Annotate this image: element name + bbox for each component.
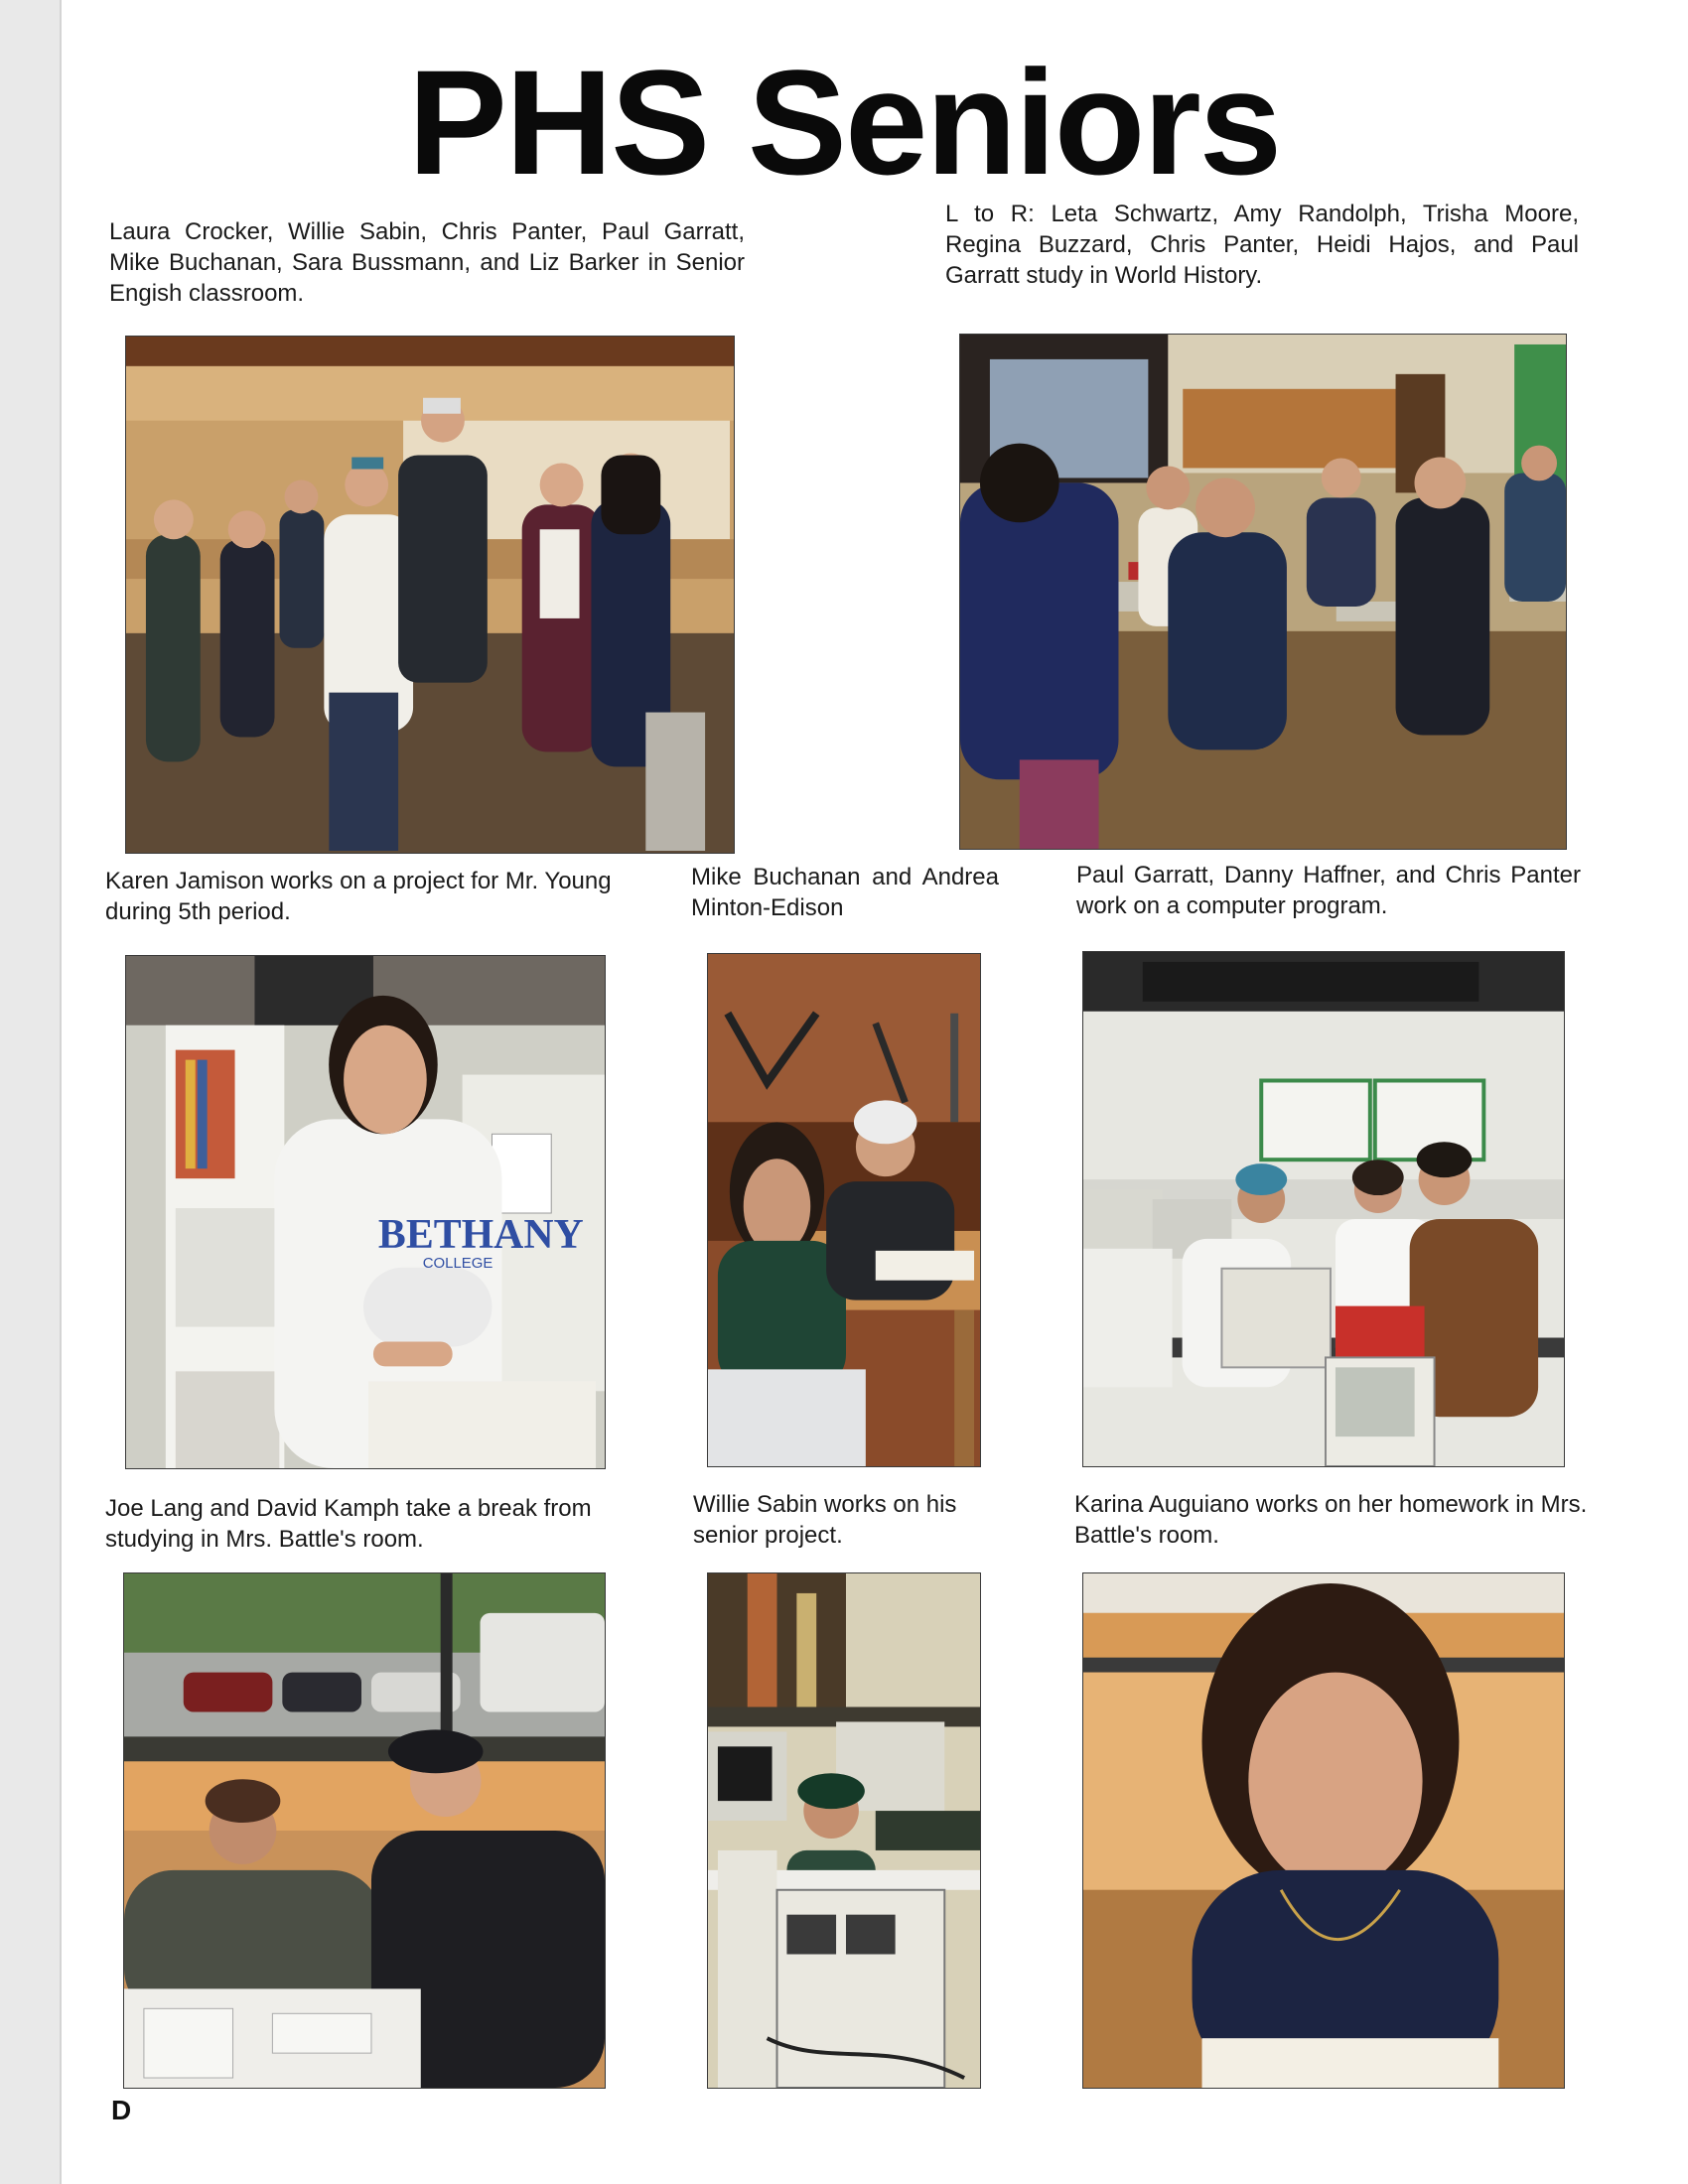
sweatshirt-sub: COLLEGE bbox=[422, 1254, 493, 1272]
photo-world-history bbox=[959, 334, 1567, 850]
sweatshirt-logo: BETHANY bbox=[377, 1211, 584, 1258]
caption-english-class: Laura Crocker, Willie Sabin, Chris Panter, Paul Garratt, Mike Buchanan, Sara Bussmann, and Liz Barker in Senior Engish classroom. bbox=[109, 218, 745, 307]
caption-willie-sabin: Willie Sabin works on his senior project. bbox=[693, 1491, 957, 1549]
photo-karen-jamison bbox=[125, 955, 606, 1469]
photo-mike-andrea bbox=[707, 953, 981, 1467]
caption-karina-auguiano: Karina Auguiano works on her homework in Mrs. Battle's room. bbox=[1074, 1491, 1588, 1549]
photo-joe-david bbox=[123, 1572, 606, 2089]
photo-willie-sabin bbox=[707, 1572, 981, 2089]
photo-english-classroom bbox=[125, 336, 735, 854]
page-binding-line bbox=[60, 0, 62, 2184]
page-title: PHS Seniors bbox=[407, 39, 1281, 205]
caption-mike-andrea: Mike Buchanan and Andrea Minton-Edison bbox=[691, 864, 999, 921]
page-letter: D bbox=[111, 2095, 132, 2125]
caption-joe-david: Joe Lang and David Kamph take a break from studying in Mrs. Battle's room. bbox=[105, 1495, 592, 1553]
photo-computer-program bbox=[1082, 951, 1565, 1467]
page-binding-edge bbox=[0, 0, 62, 2184]
caption-computer-program: Paul Garratt, Danny Haffner, and Chris Panter work on a computer program. bbox=[1076, 862, 1581, 919]
photo-karina-auguiano bbox=[1082, 1572, 1565, 2089]
caption-karen-jamison: Karen Jamison works on a project for Mr. Young during 5th period. bbox=[105, 868, 612, 925]
caption-world-history: L to R: Leta Schwartz, Amy Randolph, Trisha Moore, Regina Buzzard, Chris Panter, Heidi Hajos, and Paul Garratt study in World History. bbox=[945, 201, 1579, 289]
